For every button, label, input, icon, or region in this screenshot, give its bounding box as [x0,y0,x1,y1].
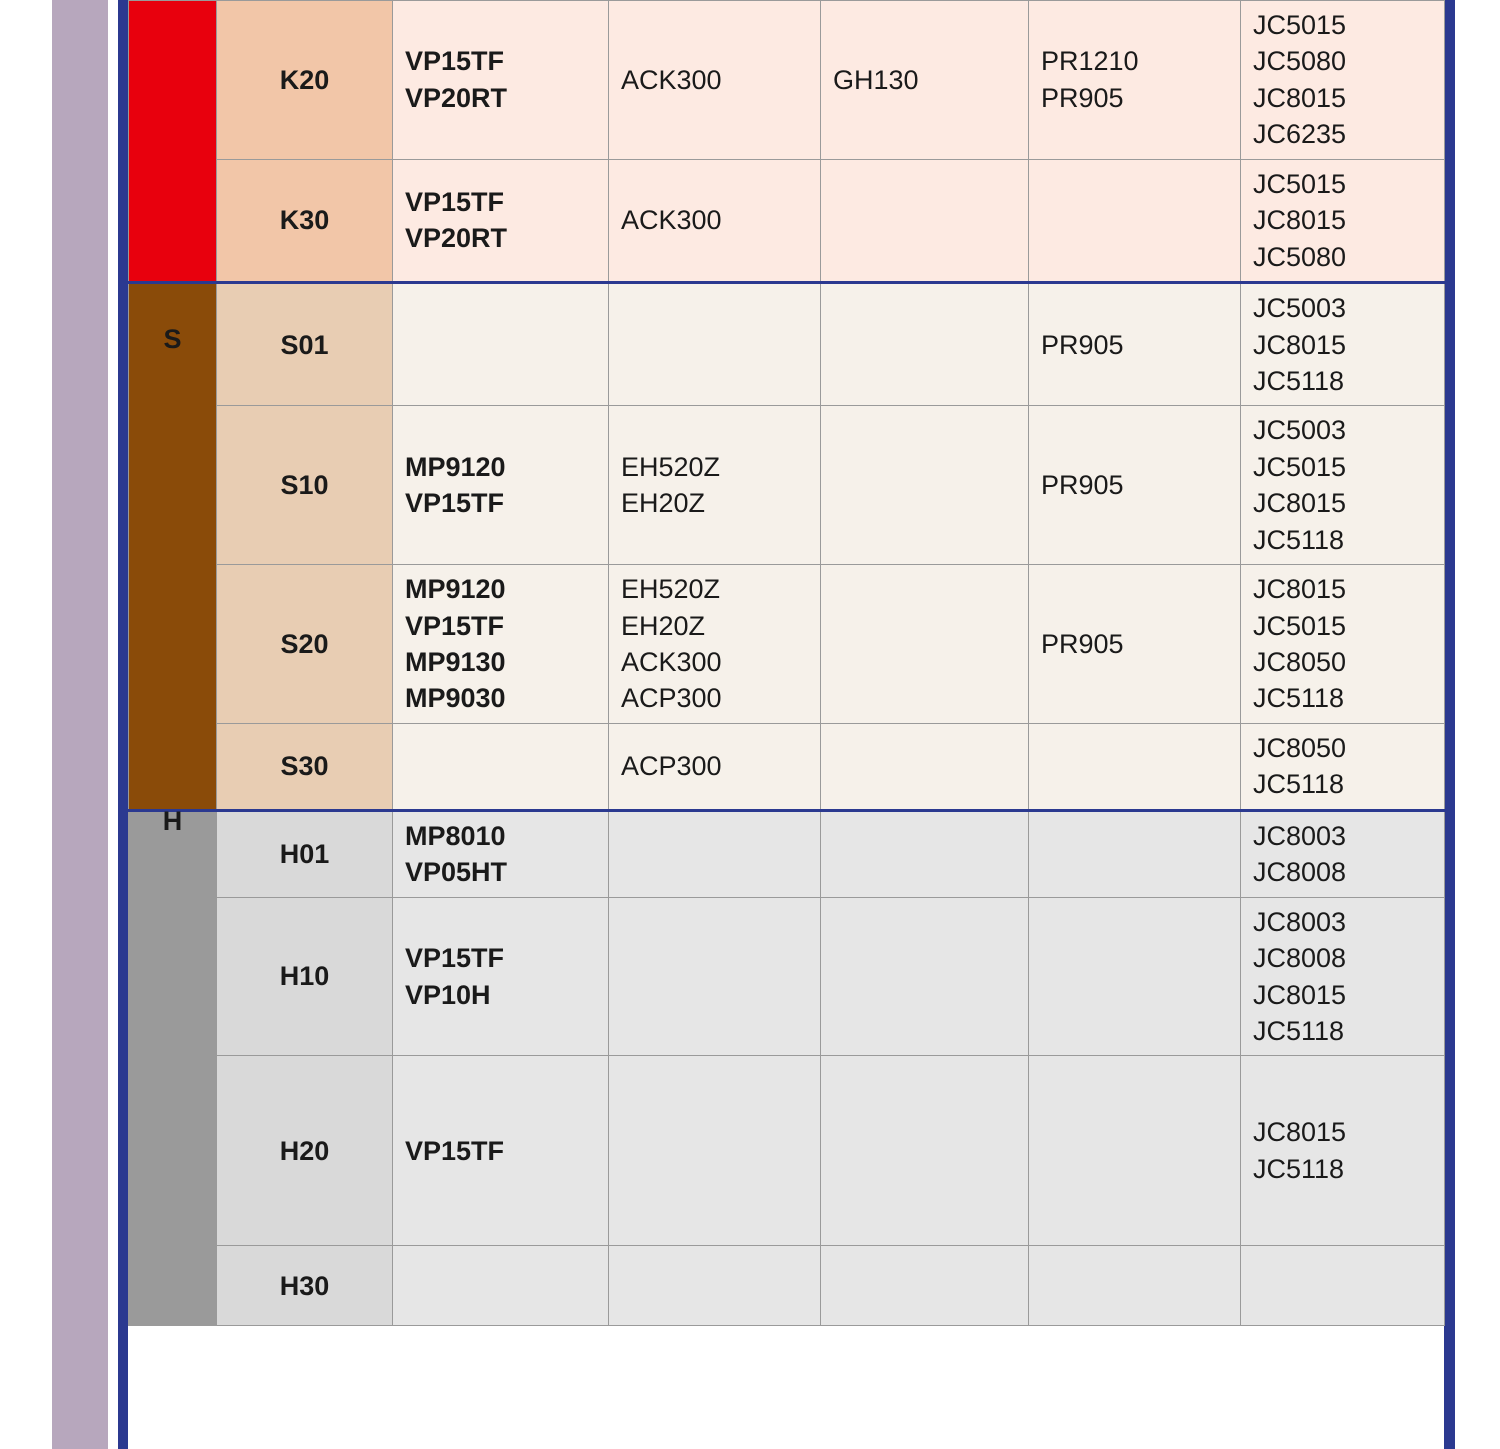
cell-line: EH520Z [621,574,721,605]
group-cell-k [129,1,217,283]
cell-s01-col1 [393,283,609,406]
row-code-k20: K20 [217,1,393,160]
table-right-border [1444,0,1455,1449]
cell-line: JC5118 [1253,1153,1345,1184]
cell-h10-col5 [1241,897,1445,1056]
cell-empty [833,1285,1016,1286]
cell-line: JC5118 [1253,683,1345,714]
cell-line: JC8015 [1253,1117,1347,1148]
cell-s01-col4 [1029,283,1241,406]
cell-empty [621,344,808,345]
cell-empty [833,766,1016,767]
cell-line: JC8015 [1253,979,1347,1010]
cell-line: JC8050 [1253,647,1347,677]
cell-line: JC5118 [1253,365,1345,396]
cell-line: EH20Z [621,610,706,641]
cell-h30-col3 [821,1246,1029,1326]
table-row [129,723,1445,810]
cell-line: VP15TF [405,488,505,519]
cell-line: VP20RT [405,82,508,113]
cell-line: JC5015 [1253,451,1347,482]
cell-h10-col1 [393,897,609,1056]
cell-line: GH130 [833,64,919,95]
cell-line: JC5015 [1253,168,1347,199]
cell-line: JC5015 [1253,10,1347,40]
cell-h20-col2 [609,1056,821,1246]
cell-h20-col3 [821,1056,1029,1246]
cell-line: JC5118 [1253,1015,1345,1046]
cell-k20-col3 [821,1,1029,160]
page-right-margin [1455,0,1500,1449]
cell-line: VP15TF [405,1135,505,1166]
row-code-k30: K30 [217,159,393,282]
cell-line: PR1210 [1041,46,1139,77]
cell-line: JC5003 [1253,415,1347,446]
table-row [129,1,1445,160]
cell-empty [405,1285,596,1286]
table-row [129,283,1445,406]
cell-h20-col4 [1029,1056,1241,1246]
cell-line: MP8010 [405,820,506,851]
cell-empty [1041,976,1228,977]
cell-line: JC8008 [1253,943,1347,974]
cell-line: JC5118 [1253,524,1345,555]
cell-empty [833,854,1016,855]
table-row [129,565,1445,724]
cell-empty [833,485,1016,486]
cell-s01-col2 [609,283,821,406]
group-cell-s [129,283,217,811]
cell-line: ACP300 [621,683,722,714]
cell-empty [833,1150,1016,1151]
cell-line: ACP300 [621,751,722,782]
left-gap [108,0,118,1449]
cell-h01-col4 [1029,810,1241,897]
cell-line: ACK300 [621,647,722,677]
cell-empty [1041,220,1228,221]
cell-line: MP9130 [405,647,506,677]
cell-h30-col5 [1241,1246,1445,1326]
cell-h01-col3 [821,810,1029,897]
page-left-margin [0,0,52,1449]
cell-empty [1041,854,1228,855]
grade-matrix-table-wrapper [128,0,1444,1449]
cell-h20-col1 [393,1056,609,1246]
cell-line: VP15TF [405,46,505,77]
cell-line: JC5118 [1253,769,1345,800]
cell-line: VP15TF [405,610,505,641]
cell-line: JC8003 [1253,906,1347,937]
grade-matrix-table [128,0,1445,1326]
group-cell-h [129,806,217,1326]
cell-empty [833,220,1016,221]
cell-s30-col3 [821,723,1029,810]
cell-line: JC8015 [1253,488,1347,519]
cell-empty [621,1150,808,1151]
cell-line: ACK300 [621,64,722,95]
cell-line: JC8015 [1253,329,1347,360]
cell-h10-col4 [1029,897,1241,1056]
table-row [129,1056,1445,1246]
cell-empty [1041,1285,1228,1286]
cell-k20-col5 [1241,1,1445,160]
cell-h10-col2 [609,897,821,1056]
cell-line: JC5015 [1253,610,1347,641]
cell-k20-col2 [609,1,821,160]
cell-empty [621,854,808,855]
cell-s20-col3 [821,565,1029,724]
cell-line: EH20Z [621,488,706,519]
cell-k30-col5 [1241,159,1445,282]
cell-line: JC8003 [1253,820,1347,851]
cell-line: JC5080 [1253,241,1347,272]
cell-s01-col3 [821,283,1029,406]
row-code-h30: H30 [217,1246,393,1326]
cell-s10-col3 [821,406,1029,565]
row-code-h01: H01 [217,810,393,897]
cell-empty [1041,1150,1228,1151]
cell-line: JC8015 [1253,82,1347,113]
cell-k30-col2 [609,159,821,282]
cell-line: MP9030 [405,683,506,714]
cell-s01-col5 [1241,283,1445,406]
cell-s20-col1 [393,565,609,724]
table-row [129,1246,1445,1326]
cell-line: JC8008 [1253,857,1347,888]
cell-line: JC8015 [1253,574,1347,605]
table-row [129,159,1445,282]
cell-k30-col1 [393,159,609,282]
cell-line: MP9120 [405,451,506,482]
cell-line: PR905 [1041,329,1124,360]
cell-s30-col2 [609,723,821,810]
cell-line: VP05HT [405,857,508,888]
cell-empty [833,344,1016,345]
cell-s10-col5 [1241,406,1445,565]
cell-h10-col3 [821,897,1029,1056]
cell-s20-col2 [609,565,821,724]
cell-empty [621,1285,808,1286]
cell-empty [405,344,596,345]
cell-empty [1253,1285,1432,1286]
cell-line: ACK300 [621,205,722,236]
cell-k30-col4 [1029,159,1241,282]
cell-h01-col2 [609,810,821,897]
row-code-s20: S20 [217,565,393,724]
table-row [129,406,1445,565]
cell-line: JC8015 [1253,205,1347,236]
cell-line: EH520Z [621,451,721,482]
cell-line: VP15TF [405,943,505,974]
row-code-s01: S01 [217,283,393,406]
table-row [129,810,1445,897]
table-left-border [118,0,128,1449]
cell-empty [405,766,596,767]
row-code-h20: H20 [217,1056,393,1246]
cell-s10-col2 [609,406,821,565]
cell-h30-col2 [609,1246,821,1326]
cell-k20-col4 [1029,1,1241,160]
cell-k30-col3 [821,159,1029,282]
cell-line: PR905 [1041,82,1124,113]
cell-empty [833,976,1016,977]
cell-line: PR905 [1041,628,1124,659]
cell-h20-col5 [1241,1056,1445,1246]
cell-line: JC8050 [1253,732,1347,763]
cell-line: JC5003 [1253,293,1347,324]
cell-line: VP20RT [405,223,508,254]
cell-empty [1041,766,1228,767]
table-row [129,897,1445,1056]
cell-s20-col4 [1029,565,1241,724]
cell-h30-col4 [1029,1246,1241,1326]
cell-h01-col5 [1241,810,1445,897]
row-code-s30: S30 [217,723,393,810]
cell-s30-col1 [393,723,609,810]
cell-h01-col1 [393,810,609,897]
cell-s10-col1 [393,406,609,565]
cell-line: VP10H [405,979,491,1010]
cell-s30-col5 [1241,723,1445,810]
cell-h30-col1 [393,1246,609,1326]
cell-line: JC5080 [1253,46,1347,77]
group-letter-h: H [162,806,183,837]
cell-line: JC6235 [1253,119,1347,150]
cell-s30-col4 [1029,723,1241,810]
row-code-h10: H10 [217,897,393,1056]
cell-s20-col5 [1241,565,1445,724]
cell-line: MP9120 [405,574,506,605]
cell-line: PR905 [1041,470,1124,501]
cell-s10-col4 [1029,406,1241,565]
row-code-s10: S10 [217,406,393,565]
left-accent-bar [52,0,108,1449]
group-letter-s: S [163,324,182,355]
cell-empty [833,644,1016,645]
cell-line: VP15TF [405,186,505,217]
cell-k20-col1 [393,1,609,160]
cell-empty [621,976,808,977]
